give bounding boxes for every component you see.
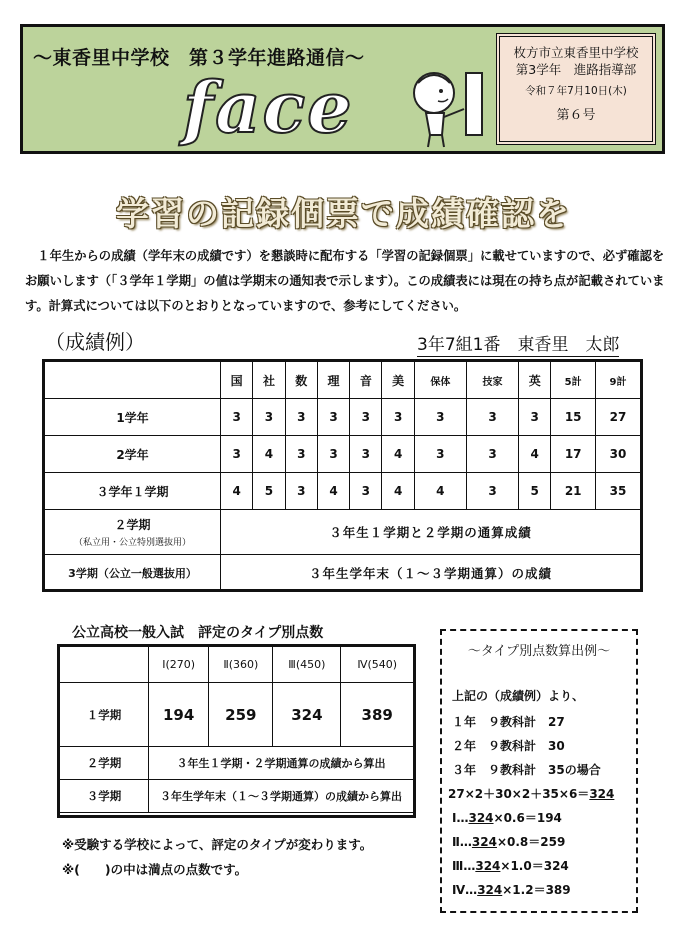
subject-header: 9計 xyxy=(595,362,640,399)
type-base: 324 xyxy=(477,883,503,897)
term2-sublabel: （私立用・公立特別選抜用） xyxy=(73,538,191,548)
type-header: Ⅰ(270) xyxy=(149,647,209,683)
mascot-peeking-icon xyxy=(408,69,488,149)
calc-year1: １年 ９教科計 27 xyxy=(452,715,565,729)
grades-header-row xyxy=(45,362,641,399)
grade-cell: 3 xyxy=(285,473,317,510)
total-cell: 21 xyxy=(551,473,596,510)
points-cell: 324 xyxy=(273,683,341,747)
grade-cell: 3 xyxy=(350,399,382,436)
grade-cell: 3 xyxy=(466,436,518,473)
points-row-term1 xyxy=(60,683,414,747)
newsletter-title: ～東香里中学校 第３学年進路通信～ xyxy=(33,47,365,69)
points-row-term3 xyxy=(60,780,414,813)
type-base: 324 xyxy=(471,835,497,849)
subject-header: 技家 xyxy=(466,362,518,399)
type-header: Ⅱ(360) xyxy=(209,647,273,683)
type-header: Ⅳ(540) xyxy=(341,647,414,683)
grade-cell: 3 xyxy=(350,436,382,473)
row-label: 1学年 xyxy=(45,399,221,436)
intro-paragraph: １年生からの成績（学年末の成績です）を懇談時に配布する「学習の記録個票」に載せていますので、必ず確認をお願いします（「３学年１学期」の値は学期末の通知表で示します）。この成績表には現在の持ち点が記載されています。計算式については以下のとおりとなっていますので、参考にしてください。 xyxy=(25,249,665,313)
type-header: Ⅲ(450) xyxy=(273,647,341,683)
subject-header: 音 xyxy=(350,362,382,399)
calc-type-1 xyxy=(452,809,562,826)
type-rest: ×1.2＝389 xyxy=(502,883,571,897)
grades-row-year3-term1 xyxy=(45,473,641,510)
grade-cell: 4 xyxy=(382,473,414,510)
calc-intro: 上記の（成績例）より、 xyxy=(452,689,585,703)
example-label: （成績例） xyxy=(45,330,145,354)
subject-header: 社 xyxy=(253,362,285,399)
grades-row-year2 xyxy=(45,436,641,473)
grade-cell: 4 xyxy=(221,473,253,510)
subject-header: 美 xyxy=(382,362,414,399)
row-label: ２学期 xyxy=(60,747,149,780)
type-rest: ×0.6＝194 xyxy=(493,811,562,825)
grade-cell: 4 xyxy=(414,473,466,510)
grades-corner-cell xyxy=(45,362,221,399)
total-cell: 35 xyxy=(595,473,640,510)
term3-label: 3学期（公立一般選抜用） xyxy=(45,555,221,592)
type-prefix: Ⅱ… xyxy=(452,835,472,849)
grade-cell: 3 xyxy=(285,436,317,473)
calc-year3: ３年 ９教科計 35の場合 xyxy=(452,763,601,777)
grade-cell: 3 xyxy=(350,473,382,510)
face-logo: face xyxy=(183,66,354,149)
grades-row-term2 xyxy=(45,510,641,555)
headline: 学習の記録個票で成績確認を xyxy=(116,194,571,233)
student-name: 3年7組1番 東香里 太郎 xyxy=(417,330,619,357)
type-prefix: Ⅲ… xyxy=(452,859,476,873)
grade-cell: 3 xyxy=(466,473,518,510)
row-label: ３学年１学期 xyxy=(45,473,221,510)
grades-row-term3 xyxy=(45,555,641,592)
formula-result: 324 xyxy=(589,787,615,801)
total-cell: 30 xyxy=(595,436,640,473)
subject-header: 数 xyxy=(285,362,317,399)
grade-cell: 4 xyxy=(519,436,551,473)
grades-row-year1 xyxy=(45,399,641,436)
row-label-term2 xyxy=(45,510,221,555)
grade-cell: 3 xyxy=(317,436,349,473)
points-cell: 194 xyxy=(149,683,209,747)
points-row-term2 xyxy=(60,747,414,780)
grade-cell: 3 xyxy=(221,436,253,473)
term2-label: ２学期 xyxy=(114,518,151,532)
newsletter-header xyxy=(20,24,665,154)
calc-type-4 xyxy=(452,881,571,898)
points-term3-note: ３年生学年末（１～３学期通算）の成績から算出 xyxy=(149,780,414,813)
calc-example-box xyxy=(440,629,638,913)
total-cell: 17 xyxy=(551,436,596,473)
calc-type-3 xyxy=(452,857,569,874)
points-table xyxy=(59,646,414,813)
formula-text: 27×2＋30×2＋35×6＝ xyxy=(448,787,590,801)
type-rest: ×1.0＝324 xyxy=(500,859,569,873)
calc-type-2 xyxy=(452,833,565,850)
subject-header: 5計 xyxy=(551,362,596,399)
calc-example-title: ～タイプ別点数算出例～ xyxy=(467,644,611,659)
total-cell: 27 xyxy=(595,399,640,436)
subject-header: 国 xyxy=(221,362,253,399)
row-label: 2学年 xyxy=(45,436,221,473)
type-rest: ×0.8＝259 xyxy=(496,835,566,849)
type-prefix: Ⅰ… xyxy=(452,811,469,825)
grade-cell: 3 xyxy=(382,399,414,436)
term2-note: ３年生１学期と２学期の通算成績 xyxy=(221,510,641,555)
total-cell: 15 xyxy=(551,399,596,436)
type-base: 324 xyxy=(468,811,494,825)
row-label: １学期 xyxy=(60,683,149,747)
grade-cell: 3 xyxy=(414,399,466,436)
points-table-title: 公立高校一般入試 評定のタイプ別点数 xyxy=(72,625,324,641)
calc-year2: ２年 ９教科計 30 xyxy=(452,739,565,753)
row-label: ３学期 xyxy=(60,780,149,813)
grade-cell: 4 xyxy=(382,436,414,473)
school-name: 枚方市立東香里中学校 xyxy=(513,45,639,60)
issue-number: 第６号 xyxy=(556,108,596,123)
points-cell: 389 xyxy=(341,683,414,747)
grade-cell: 3 xyxy=(253,399,285,436)
grade-cell: 3 xyxy=(466,399,518,436)
grade-cell: 4 xyxy=(317,473,349,510)
issue-date: 令和７年7月10日(木) xyxy=(525,85,627,97)
grade-cell: 4 xyxy=(253,436,285,473)
points-term2-note: ３年生１学期・２学期通算の成績から算出 xyxy=(149,747,414,780)
subject-header: 英 xyxy=(519,362,551,399)
department-name: 第3学年 進路指導部 xyxy=(515,62,637,77)
subject-header: 保体 xyxy=(414,362,466,399)
points-cell: 259 xyxy=(209,683,273,747)
subject-header: 理 xyxy=(317,362,349,399)
footnote-max-points: ※( )の中は満点の点数です。 xyxy=(62,862,248,877)
points-header-row xyxy=(60,647,414,683)
grade-cell: 3 xyxy=(317,399,349,436)
grades-table xyxy=(44,361,641,592)
footnote-type: ※受験する学校によって、評定のタイプが変わります。 xyxy=(62,837,373,852)
type-prefix: Ⅳ… xyxy=(452,883,478,897)
grade-cell: 3 xyxy=(414,436,466,473)
grade-cell: 5 xyxy=(519,473,551,510)
calc-formula xyxy=(448,785,614,802)
issue-info-box xyxy=(496,33,656,145)
type-base: 324 xyxy=(475,859,501,873)
grade-cell: 3 xyxy=(519,399,551,436)
grade-cell: 5 xyxy=(253,473,285,510)
grade-cell: 3 xyxy=(285,399,317,436)
grade-cell: 3 xyxy=(221,399,253,436)
term3-note: ３年生学年末（１～３学期通算）の成績 xyxy=(221,555,641,592)
points-corner-cell xyxy=(60,647,149,683)
